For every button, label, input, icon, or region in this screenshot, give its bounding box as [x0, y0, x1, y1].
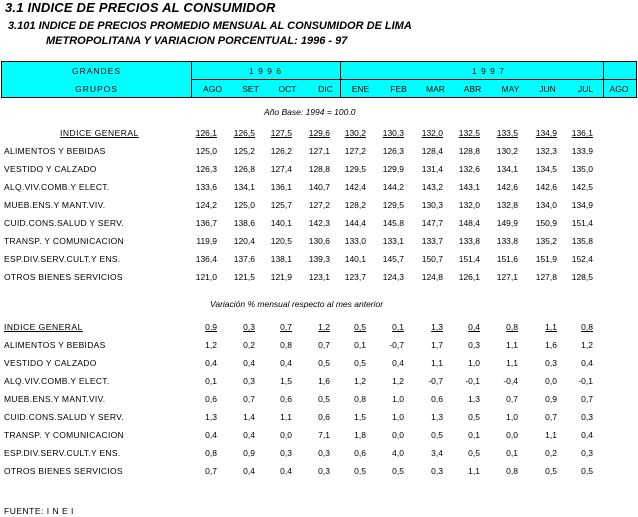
- table-cell: 129,5: [344, 164, 366, 174]
- table-cell: 1,1: [506, 358, 518, 368]
- table-cell: 136,1: [270, 182, 292, 192]
- table-cell: 130,2: [496, 146, 518, 156]
- section-heading: 3.1 INDICE DE PRECIOS AL CONSUMIDOR: [5, 0, 276, 15]
- table-cell: 128,8: [458, 146, 480, 156]
- table-cell: 0,9: [545, 394, 557, 404]
- header-month: FEB: [390, 84, 407, 94]
- table-cell: 134,1: [233, 182, 255, 192]
- table-cell: 1,3: [205, 412, 217, 422]
- table-cell: 1,3: [431, 322, 443, 332]
- table-cell: 126,1: [458, 272, 480, 282]
- table-cell: 0,6: [354, 448, 366, 458]
- table-cell: 0,4: [468, 322, 480, 332]
- table-cell: 0,8: [506, 466, 518, 476]
- table-row: [0, 430, 638, 444]
- row-label: INDICE GENERAL: [4, 322, 83, 332]
- table-cell: 126,1: [195, 128, 217, 138]
- table-cell: 124,8: [421, 272, 443, 282]
- variation-note: Variación % mensual respecto al mes anterior: [210, 299, 384, 309]
- table-cell: 0,3: [545, 358, 557, 368]
- table-cell: 126,3: [195, 164, 217, 174]
- table-cell: 0,2: [545, 448, 557, 458]
- header-groups-line1: GRANDES: [71, 66, 122, 76]
- table-cell: 132,0: [458, 200, 480, 210]
- table-cell: 0,5: [354, 358, 366, 368]
- table-cell: 142,6: [496, 182, 518, 192]
- table-cell: 0,4: [205, 430, 217, 440]
- table-cell: 151,6: [496, 254, 518, 264]
- table-cell: 145,7: [382, 254, 404, 264]
- header-month: OCT: [278, 84, 297, 94]
- table-cell: 134,1: [496, 164, 518, 174]
- table-cell: 0,4: [581, 358, 593, 368]
- table-cell: 0,7: [280, 322, 292, 332]
- table-cell: 1,1: [545, 322, 557, 332]
- table-cell: 129,9: [382, 164, 404, 174]
- table-cell: 151,4: [458, 254, 480, 264]
- table-cell: 1,2: [318, 322, 330, 332]
- table-cell: 1,1: [431, 358, 443, 368]
- header-groups-line2: GRUPOS: [75, 84, 118, 94]
- table-row: [0, 376, 638, 390]
- table-cell: 1,6: [318, 376, 330, 386]
- table-cell: 123,1: [308, 272, 330, 282]
- table-cell: 130,6: [308, 236, 330, 246]
- table-cell: 134,5: [535, 164, 557, 174]
- table-cell: 0,0: [392, 430, 404, 440]
- table-cell: 134,0: [535, 200, 557, 210]
- table-cell: 1,6: [545, 340, 557, 350]
- header-month: MAR: [426, 84, 445, 94]
- table-cell: 138,1: [270, 254, 292, 264]
- table-cell: 0,5: [354, 322, 366, 332]
- header-month: SET: [242, 84, 259, 94]
- table-cell: 121,0: [195, 272, 217, 282]
- table-cell: 128,4: [421, 146, 443, 156]
- table-cell: 0,3: [318, 466, 330, 476]
- table-cell: 0,5: [318, 394, 330, 404]
- table-cell: -0,4: [503, 376, 518, 386]
- row-label: VESTIDO Y CALZADO: [4, 358, 97, 368]
- table-cell: 0,1: [354, 340, 366, 350]
- table-cell: 128,8: [308, 164, 330, 174]
- table-cell: 0,4: [243, 430, 255, 440]
- table-cell: 135,0: [571, 164, 593, 174]
- table-cell: 140,7: [308, 182, 330, 192]
- table-row: [0, 358, 638, 372]
- table-cell: 0,5: [392, 466, 404, 476]
- table-cell: 133,8: [458, 236, 480, 246]
- table-cell: 140,1: [344, 254, 366, 264]
- table-row: [0, 272, 638, 286]
- row-label: CUID.CONS.SALUD Y SERV.: [4, 218, 124, 228]
- table-cell: 132,8: [496, 200, 518, 210]
- table-row: [0, 412, 638, 426]
- header-month: ENE: [351, 84, 370, 94]
- row-label: TRANSP. Y COMUNICACION: [4, 430, 124, 440]
- table-cell: 149,9: [496, 218, 518, 228]
- table-cell: 1,0: [392, 394, 404, 404]
- table-cell: 0,0: [545, 376, 557, 386]
- table-cell: 1,2: [581, 340, 593, 350]
- table-cell: -0,1: [578, 376, 593, 386]
- table-cell: -0,7: [428, 376, 443, 386]
- row-label: MUEB.ENS.Y MANT.VIV.: [4, 200, 106, 210]
- table-cell: 0,6: [280, 394, 292, 404]
- table-cell: 152,4: [571, 254, 593, 264]
- table-cell: 1,2: [354, 376, 366, 386]
- table-cell: 120,5: [270, 236, 292, 246]
- table-cell: 0,3: [243, 376, 255, 386]
- table-cell: 0,7: [581, 394, 593, 404]
- row-label: OTROS BIENES SERVICIOS: [4, 466, 123, 476]
- table-cell: 135,2: [535, 236, 557, 246]
- table-cell: 1,3: [431, 412, 443, 422]
- table-cell: 133,0: [344, 236, 366, 246]
- table-cell: 0,4: [581, 430, 593, 440]
- table-cell: 142,4: [344, 182, 366, 192]
- table-cell: 126,3: [382, 146, 404, 156]
- table-cell: 1,2: [392, 376, 404, 386]
- table-cell: 133,5: [496, 128, 518, 138]
- table-cell: 0,4: [243, 358, 255, 368]
- table-cell: 151,4: [571, 218, 593, 228]
- table-row: [0, 146, 638, 160]
- table-cell: 150,9: [535, 218, 557, 228]
- table-cell: 0,5: [545, 466, 557, 476]
- table-cell: 127,2: [344, 146, 366, 156]
- table-cell: 145,8: [382, 218, 404, 228]
- table-cell: 126,2: [270, 146, 292, 156]
- table-cell: 0,4: [280, 466, 292, 476]
- table-cell: 1,3: [468, 394, 480, 404]
- table-cell: 1,1: [545, 430, 557, 440]
- table-cell: 1,0: [468, 358, 480, 368]
- row-label: ESP.DIV.SERV.CULT.Y ENS.: [4, 254, 121, 264]
- table-cell: 132,0: [421, 128, 443, 138]
- table-cell: 144,4: [344, 218, 366, 228]
- table-cell: 0,8: [205, 448, 217, 458]
- table-cell: 0,7: [318, 340, 330, 350]
- table-cell: 0,3: [581, 448, 593, 458]
- row-label: CUID.CONS.SALUD Y SERV.: [4, 412, 124, 422]
- table-cell: 138,6: [233, 218, 255, 228]
- table-cell: 133,6: [195, 182, 217, 192]
- table-cell: 125,0: [233, 200, 255, 210]
- table-cell: 127,1: [308, 146, 330, 156]
- header-month: MAY: [501, 84, 520, 94]
- row-label: INDICE GENERAL: [60, 128, 139, 138]
- table-cell: 0,0: [506, 430, 518, 440]
- table-row: [0, 254, 638, 268]
- table-cell: 150,7: [421, 254, 443, 264]
- table-cell: 136,1: [571, 128, 593, 138]
- table-header: [1, 61, 637, 98]
- header-year-1997: 1 9 9 7: [472, 66, 505, 76]
- table-cell: 128,5: [571, 272, 593, 282]
- table-cell: 1,8: [354, 430, 366, 440]
- table-cell: 119,9: [196, 236, 217, 246]
- table-cell: 133,1: [382, 236, 404, 246]
- table-cell: 142,3: [308, 218, 330, 228]
- table-row: [0, 448, 638, 462]
- table-cell: 144,2: [382, 182, 404, 192]
- table-cell: 121,9: [270, 272, 292, 282]
- base-year-note: Año Base: 1994 = 100.0: [264, 107, 356, 117]
- table-cell: 0,5: [581, 466, 593, 476]
- table-cell: 129,5: [382, 200, 404, 210]
- table-cell: 130,3: [421, 200, 443, 210]
- table-row: [0, 236, 638, 250]
- header-month: AGO: [609, 84, 629, 94]
- table-cell: 130,2: [344, 128, 366, 138]
- table-cell: 140,1: [270, 218, 292, 228]
- table-title-line1: 3.101 INDICE DE PRECIOS PROMEDIO MENSUAL AL CONSUMIDOR DE LIMA: [8, 20, 412, 32]
- table-cell: 131,4: [421, 164, 443, 174]
- table-cell: 0,0: [280, 430, 292, 440]
- table-cell: 151,9: [535, 254, 557, 264]
- table-cell: 7,1: [318, 430, 330, 440]
- table-cell: 134,9: [571, 200, 593, 210]
- table-row: [0, 340, 638, 354]
- table-cell: 0,4: [280, 358, 292, 368]
- table-cell: 0,8: [506, 322, 518, 332]
- table-cell: 133,8: [496, 236, 518, 246]
- table-row: [0, 466, 638, 480]
- table-cell: 132,5: [458, 128, 480, 138]
- table-cell: 126,5: [233, 128, 255, 138]
- table-cell: 0,5: [468, 448, 480, 458]
- table-cell: 1,5: [354, 412, 366, 422]
- row-label: MUEB.ENS.Y MANT.VIV.: [4, 394, 106, 404]
- source-note: FUENTE: I N E I: [4, 506, 74, 516]
- table-cell: 0,5: [318, 358, 330, 368]
- table-cell: 130,3: [382, 128, 404, 138]
- header-year-1996: 1 9 9 6: [249, 66, 282, 76]
- table-cell: 1,4: [243, 412, 255, 422]
- header-month: JUN: [539, 84, 556, 94]
- table-cell: -0,1: [465, 376, 480, 386]
- table-cell: 0,4: [392, 358, 404, 368]
- table-cell: 1,1: [280, 412, 292, 422]
- row-label: ALIMENTOS Y BEBIDAS: [4, 340, 106, 350]
- table-cell: 0,1: [392, 322, 404, 332]
- table-cell: 0,3: [431, 466, 443, 476]
- table-cell: 0,5: [431, 430, 443, 440]
- header-month: AGO: [203, 84, 222, 94]
- table-cell: 133,7: [421, 236, 443, 246]
- row-label: ALIMENTOS Y BEBIDAS: [4, 146, 106, 156]
- table-cell: 0,7: [243, 394, 255, 404]
- table-cell: 127,2: [308, 200, 330, 210]
- table-cell: 142,6: [535, 182, 557, 192]
- row-label: ALQ.VIV.COMB.Y ELECT.: [4, 376, 110, 386]
- table-cell: 0,7: [506, 394, 518, 404]
- table-cell: 0,1: [506, 448, 518, 458]
- table-cell: 121,5: [233, 272, 255, 282]
- table-cell: 125,7: [270, 200, 292, 210]
- table-title-line2: METROPOLITANA Y VARIACION PORCENTUAL: 1996 - 97: [46, 35, 348, 47]
- row-label: OTROS BIENES SERVICIOS: [4, 272, 123, 282]
- table-cell: 125,0: [195, 146, 217, 156]
- table-cell: 1,1: [468, 466, 480, 476]
- table-cell: 0,3: [280, 448, 292, 458]
- table-cell: 0,1: [468, 430, 480, 440]
- row-label: VESTIDO Y CALZADO: [4, 164, 97, 174]
- table-cell: 1,0: [506, 412, 518, 422]
- table-cell: 136,7: [195, 218, 217, 228]
- table-cell: 0,3: [243, 322, 255, 332]
- table-cell: 127,8: [535, 272, 557, 282]
- table-cell: 147,7: [421, 218, 443, 228]
- table-cell: -0,7: [389, 340, 404, 350]
- table-row: [0, 200, 638, 214]
- row-label: ESP.DIV.SERV.CULT.Y ENS.: [4, 448, 121, 458]
- table-cell: 1,2: [205, 340, 217, 350]
- header-month: JUL: [577, 84, 594, 94]
- table-cell: 0,2: [243, 340, 255, 350]
- table-cell: 0,9: [205, 322, 217, 332]
- table-cell: 127,1: [496, 272, 518, 282]
- table-cell: 132,6: [458, 164, 480, 174]
- table-cell: 0,6: [205, 394, 217, 404]
- table-cell: 0,1: [205, 376, 217, 386]
- table-cell: 136,4: [195, 254, 217, 264]
- table-row: [0, 218, 638, 232]
- table-cell: 0,3: [318, 448, 330, 458]
- table-cell: 143,2: [421, 182, 443, 192]
- general-index-row: [0, 128, 638, 142]
- table-cell: 128,2: [344, 200, 366, 210]
- table-cell: 0,5: [468, 412, 480, 422]
- table-cell: 1,1: [506, 340, 518, 350]
- table-cell: 0,3: [581, 412, 593, 422]
- table-cell: 0,8: [581, 322, 593, 332]
- general-index-row: [0, 322, 638, 336]
- table-cell: 132,3: [535, 146, 557, 156]
- table-cell: 120,4: [233, 236, 255, 246]
- table-cell: 1,0: [392, 412, 404, 422]
- table-cell: 123,7: [344, 272, 366, 282]
- table-cell: 4,0: [392, 448, 404, 458]
- table-cell: 0,8: [280, 340, 292, 350]
- table-cell: 127,4: [270, 164, 292, 174]
- table-cell: 0,4: [205, 358, 217, 368]
- table-row: [0, 182, 638, 196]
- table-cell: 0,5: [354, 466, 366, 476]
- header-month: DIC: [318, 84, 333, 94]
- table-cell: 124,3: [382, 272, 404, 282]
- table-cell: 129,6: [308, 128, 330, 138]
- table-cell: 1,7: [431, 340, 443, 350]
- table-cell: 125,2: [233, 146, 255, 156]
- table-cell: 127,5: [270, 128, 292, 138]
- table-cell: 0,7: [205, 466, 217, 476]
- row-label: ALQ.VIV.COMB.Y ELECT.: [4, 182, 110, 192]
- table-cell: 137,6: [233, 254, 255, 264]
- table-cell: 134,9: [535, 128, 557, 138]
- table-cell: 142,5: [571, 182, 593, 192]
- table-cell: 148,4: [458, 218, 480, 228]
- table-cell: 0,6: [431, 394, 443, 404]
- row-label: TRANSP. Y COMUNICACION: [4, 236, 124, 246]
- table-cell: 0,7: [545, 412, 557, 422]
- table-cell: 0,8: [354, 394, 366, 404]
- table-cell: 0,9: [243, 448, 255, 458]
- table-cell: 0,6: [318, 412, 330, 422]
- table-cell: 133,9: [571, 146, 593, 156]
- table-cell: 124,2: [195, 200, 217, 210]
- table-cell: 135,8: [571, 236, 593, 246]
- table-cell: 126,8: [233, 164, 255, 174]
- table-cell: 0,3: [468, 340, 480, 350]
- table-cell: 3,4: [431, 448, 443, 458]
- table-row: [0, 164, 638, 178]
- table-cell: 0,4: [243, 466, 255, 476]
- table-cell: 143,1: [458, 182, 480, 192]
- table-row: [0, 394, 638, 408]
- table-cell: 1,5: [280, 376, 292, 386]
- header-month: ABR: [463, 84, 482, 94]
- table-cell: 139,3: [308, 254, 330, 264]
